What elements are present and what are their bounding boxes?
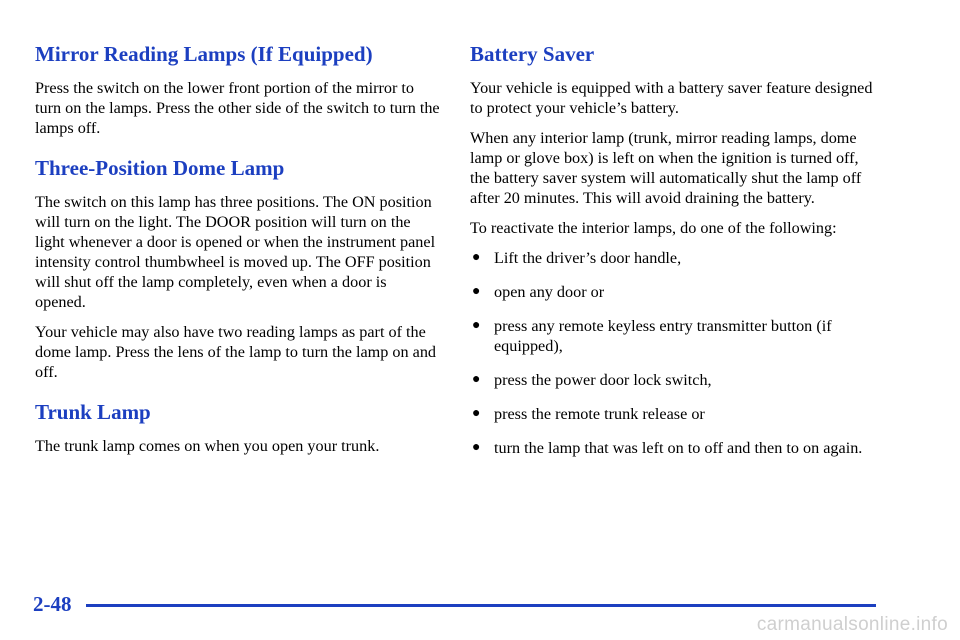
section-heading: Battery Saver <box>470 42 595 66</box>
list-item-text: open any door or <box>494 283 605 301</box>
list-item <box>470 248 880 268</box>
section-heading: Trunk Lamp <box>35 400 151 424</box>
section-heading: Mirror Reading Lamps (If Equipped) <box>35 42 373 66</box>
left-column <box>35 40 440 472</box>
list-item <box>470 404 880 424</box>
right-column <box>470 40 880 472</box>
paragraph: Your vehicle may also have two reading lamps as part of the dome lamp. Press the lens of the lamp to turn the lamp on and off. <box>35 323 437 381</box>
paragraph: When any interior lamp (trunk, mirror reading lamps, dome lamp or glove box) is left on when the ignition is turned off, the battery saver system will automatically shut the lamp off after 20 minutes. This will avoid draining the battery. <box>470 129 862 207</box>
page-number: 2-48 <box>33 592 72 616</box>
section-three-position-dome-lamp <box>35 154 440 382</box>
list-item <box>470 438 880 458</box>
watermark: carmanualsonline.info <box>756 614 948 635</box>
list-item-text: press the remote trunk release or <box>494 405 705 423</box>
bullet-icon: ● <box>472 406 481 421</box>
reactivation-list <box>470 248 880 458</box>
footer-rule <box>86 604 876 607</box>
list-item-text: press the power door lock switch, <box>494 371 712 389</box>
paragraph: The switch on this lamp has three positions. The ON position will turn on the light. The DOOR position will turn on the light whenever a door is opened or when the instrument panel intensity control thumbwheel is moved up. The OFF position will shut off the lamp completely, even when a door is opened. <box>35 193 436 311</box>
paragraph: Your vehicle is equipped with a battery saver feature designed to protect your vehicle’s battery. <box>470 79 873 117</box>
paragraph: To reactivate the interior lamps, do one of the following: <box>470 219 837 237</box>
list-item <box>470 370 880 390</box>
list-item <box>470 282 880 302</box>
paragraph: Press the switch on the lower front portion of the mirror to turn on the lamps. Press the other side of the switch to turn the lamps off. <box>35 79 440 137</box>
bullet-icon: ● <box>472 250 481 265</box>
paragraph: The trunk lamp comes on when you open your trunk. <box>35 437 380 455</box>
list-item-text: Lift the driver’s door handle, <box>494 249 682 267</box>
section-heading: Three-Position Dome Lamp <box>35 156 285 180</box>
list-item <box>470 316 880 356</box>
bullet-icon: ● <box>472 318 481 333</box>
list-item-text: press any remote keyless entry transmitter button (if equipped), <box>494 317 832 355</box>
list-item-text: turn the lamp that was left on to off and then to on again. <box>494 439 863 457</box>
bullet-icon: ● <box>472 440 481 455</box>
bullet-icon: ● <box>472 284 481 299</box>
section-mirror-reading-lamps <box>35 40 440 138</box>
bullet-icon: ● <box>472 372 481 387</box>
section-trunk-lamp <box>35 398 440 456</box>
